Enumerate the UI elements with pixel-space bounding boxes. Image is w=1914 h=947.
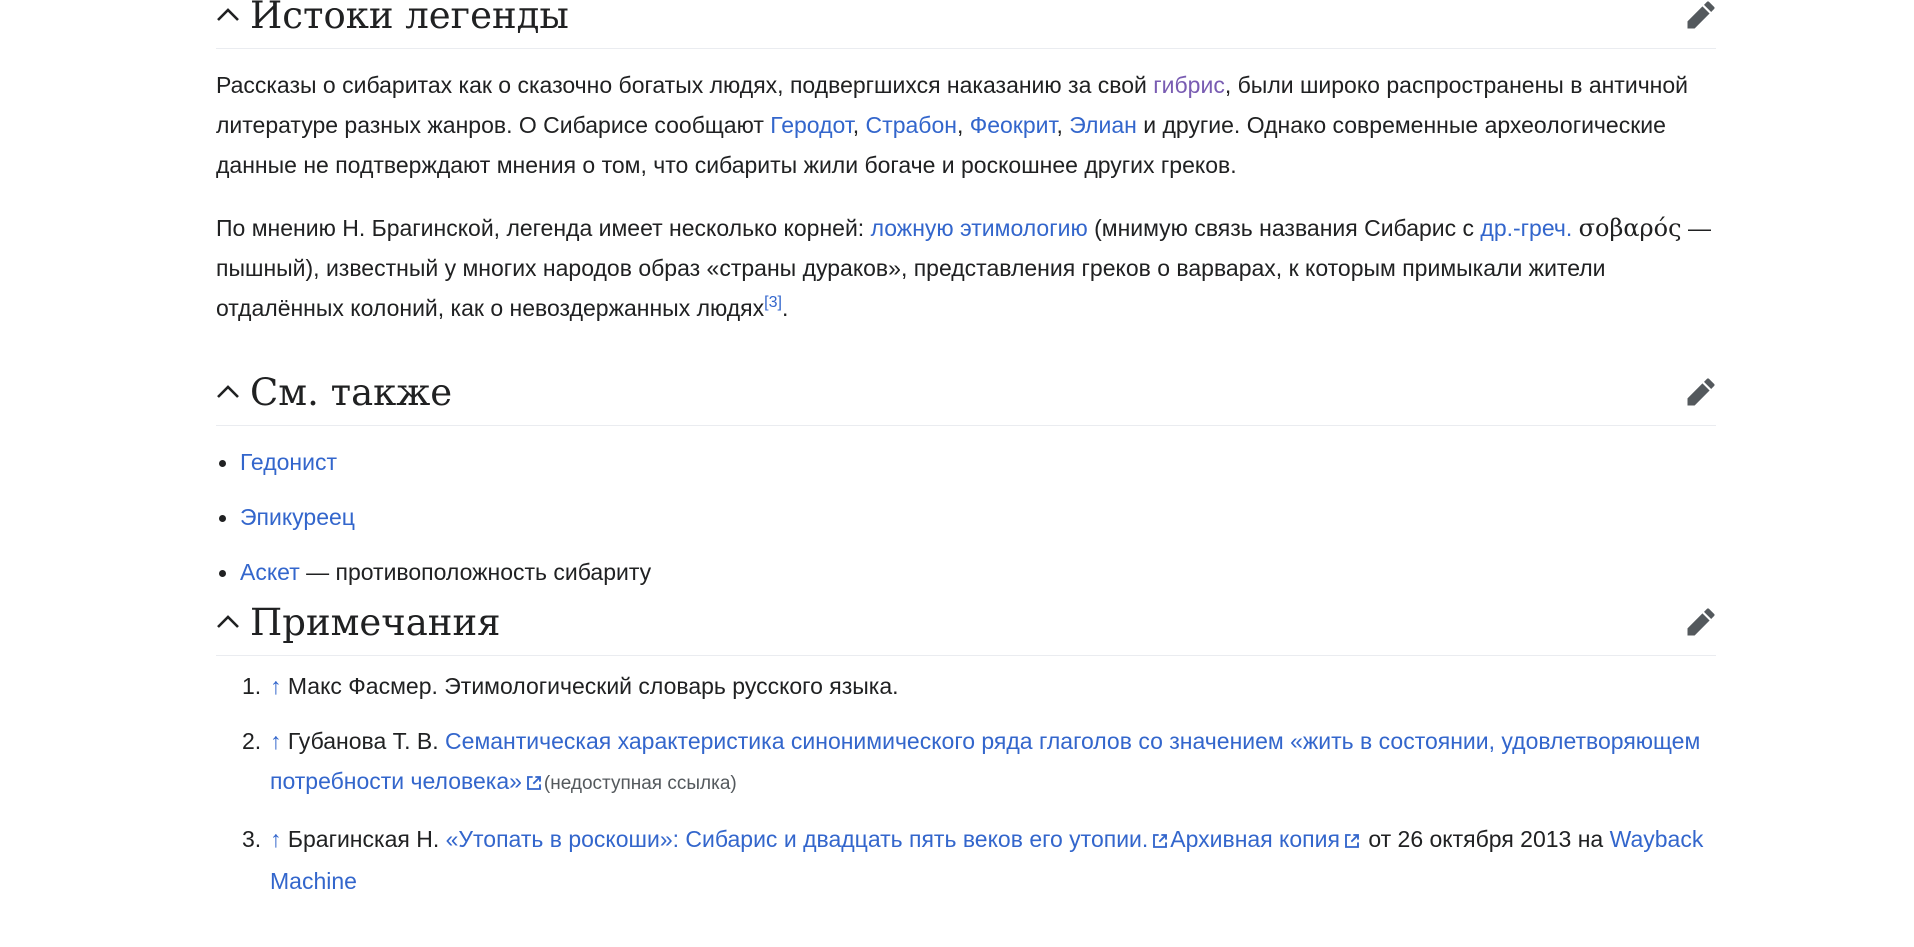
- back-arrow-link[interactable]: ↑: [270, 826, 282, 852]
- reference-number: 2.: [242, 728, 262, 754]
- list-item: [216, 446, 1716, 478]
- section-title: Истоки легенды: [250, 0, 569, 37]
- section-header-origins: [216, 0, 1716, 49]
- text: ,: [956, 112, 970, 138]
- chevron-up-icon[interactable]: [216, 377, 250, 407]
- chevron-up-icon[interactable]: [216, 0, 250, 30]
- link-hybris[interactable]: гибрис: [1153, 72, 1225, 98]
- section-title: См. также: [250, 370, 453, 414]
- text: (мнимую связь названия Сибарис с: [1087, 215, 1481, 241]
- text: ,: [852, 112, 866, 138]
- reference-item: [216, 666, 1716, 706]
- text: и другие. Однако современные археологические данные не подтверждают мнения о том, что сибариты жили богаче и роскошнее других греков.: [216, 112, 1666, 178]
- link-ascetic[interactable]: Аскет: [240, 559, 300, 585]
- link-theocritus[interactable]: Феокрит: [969, 112, 1057, 138]
- section-header-notes: [216, 589, 1716, 656]
- paragraph: [216, 208, 1716, 328]
- link-herodotus[interactable]: Геродот: [770, 112, 853, 138]
- external-link-icon: [526, 763, 542, 803]
- link-aelian[interactable]: Элиан: [1069, 112, 1137, 138]
- text: Рассказы о сибаритах как о сказочно богатых людях, подвергшихся наказанию за свой: [216, 72, 1154, 98]
- references-list: [216, 666, 1716, 901]
- text: , были широко распространены в античной литературе разных жанров. О Сибарисе сообщают: [216, 72, 1689, 138]
- text: ,: [1056, 112, 1070, 138]
- section-title: Примечания: [250, 600, 501, 644]
- reference-author: Губанова Т. В.: [287, 728, 446, 754]
- archive-copy-link[interactable]: Архивная копия: [1170, 826, 1340, 852]
- back-arrow-link[interactable]: ↑: [270, 673, 282, 699]
- archive-date: от 26 октября 2013 на: [1361, 826, 1610, 852]
- text: .: [781, 295, 789, 321]
- pencil-icon[interactable]: [1686, 0, 1716, 30]
- reference-number: 3.: [242, 826, 262, 852]
- dead-link-note: (недоступная ссылка): [543, 773, 737, 794]
- link-false-etymology[interactable]: ложную этимологию: [870, 215, 1088, 241]
- see-also-list: [216, 446, 1716, 588]
- reference-number: 1.: [242, 673, 262, 699]
- back-arrow-link[interactable]: ↑: [270, 728, 282, 754]
- pencil-icon[interactable]: [1686, 377, 1716, 407]
- text: — пышный), известный у многих народов образ «страны дураков», представления греков о варварах, к которым примыкали жители отдалённых колоний, как о невоздержанных людях: [216, 215, 1711, 321]
- text: По мнению Н. Брагинской, легенда имеет несколько корней:: [216, 215, 871, 241]
- external-link[interactable]: «Утопать в роскоши»: Сибарис и двадцать пять веков его утопии.: [445, 826, 1149, 852]
- list-item: [216, 556, 1716, 588]
- link-hedonist[interactable]: Гедонист: [240, 449, 337, 475]
- paragraph: [216, 65, 1716, 185]
- reference-text: Макс Фасмер. Этимологический словарь русского языка.: [287, 673, 899, 699]
- link-epicurean[interactable]: Эпикуреец: [240, 504, 355, 530]
- list-item: [216, 501, 1716, 533]
- external-link[interactable]: Семантическая характеристика синонимического ряда глаголов со значением «жить в состоянии, удовлетворяющем потребности человека»: [270, 728, 1701, 794]
- link-ancient-greek[interactable]: др.-греч.: [1480, 215, 1573, 241]
- external-link-icon: [1152, 821, 1168, 861]
- greek-word: σοβαρός: [1578, 214, 1682, 242]
- pencil-icon[interactable]: [1686, 607, 1716, 637]
- chevron-up-icon[interactable]: [216, 607, 250, 637]
- reference-author: Брагинская Н.: [287, 826, 446, 852]
- article-content: [216, 0, 1716, 916]
- reference-item: [216, 721, 1716, 804]
- external-link-icon: [1344, 821, 1360, 861]
- reference-item: [216, 819, 1716, 901]
- text: — противоположность сибариту: [299, 559, 652, 585]
- reference-3[interactable]: [3]: [764, 294, 782, 311]
- link-strabo[interactable]: Страбон: [865, 112, 957, 138]
- wayback-machine-link[interactable]: Wayback Machine: [270, 826, 1704, 894]
- section-header-see-also: [216, 359, 1716, 426]
